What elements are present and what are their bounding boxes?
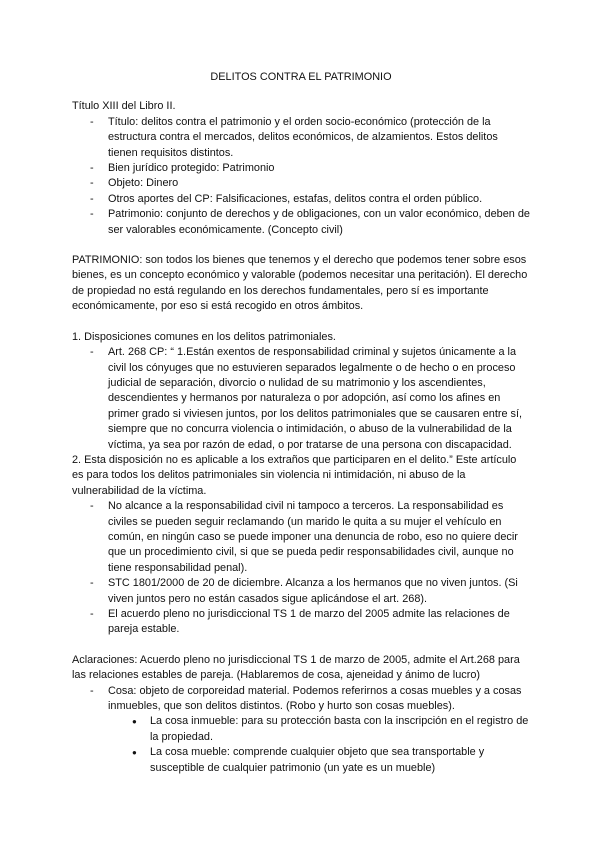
list-item: - El acuerdo pleno no jurisdiccional TS 1 de marzo del 2005 admite las relaciones de pareja estable. [90,607,530,638]
bullet-item: ● La cosa inmueble: para su protección basta con la inscripción en el registro de la propiedad. [132,714,530,745]
aclaraciones-paragraph: Aclaraciones: Acuerdo pleno no jurisdiccional TS 1 de marzo de 2005, admite el Art.268 para las relaciones estables de pareja. (Hablaremos de cosa, ajeneidad y ánimo de lucro) [72,653,520,682]
document-title: DELITOS CONTRA EL PATRIMONIO [210,71,392,83]
patrimonio-paragraph: PATRIMONIO: son todos los bienes que tenemos y el derecho que podemos tener sobre esos bienes, es un concepto económico y valorable (podemos necesitar una peritación). El derecho de propiedad no está regulando en los derechos fundamentales, pero sí es importante económicamente, por eso si está recogido en otros ámbitos. [72,254,528,313]
bullet-item: ● La cosa mueble: comprende cualquier objeto que sea transportable y susceptible de cualquier patrimonio (un yate es un mueble) [132,745,530,776]
list-item: - Título: delitos contra el patrimonio y el orden socio-económico (protección de la estructura contra el mercados, delitos económicos, de alzamientos. Estos delitos tienen requisitos distintos. [90,115,530,161]
list-item [90,684,530,776]
cosa-sublist [108,714,530,776]
section2-list [72,499,530,638]
list-item: - Bien jurídico protegido: Patrimonio [90,161,530,176]
section1-heading: 1. Disposiciones comunes en los delitos patrimoniales. [72,330,336,343]
section2-paragraph: 2. Esta disposición no es aplicable a los extraños que participaren en el delito.” Este artículo es para todos los delitos patrimoniales sin violencia ni intimidación, ni abuso de la vulnerabilidad de la víctima. [72,453,517,497]
list-item: - Objeto: Dinero [90,176,530,191]
list-item: - Otros aportes del CP: Falsificaciones, estafas, delitos contra el orden público. [90,192,530,207]
section1-list [72,345,530,453]
list-item: - STC 1801/2000 de 20 de diciembre. Alcanza a los hermanos que no viven juntos. (Si viven juntos pero no están casados sigue aplicándose el art. 268). [90,576,530,607]
list-item: - No alcance a la responsabilidad civil ni tampoco a terceros. La responsabilidad es civiles se pueden seguir reclamando (un marido le quita a su mujer el vehículo en común, en ningún caso se puede imponer una denuncia de robo, eso no quiere decir que un procedimiento civil, si que se pueda pedir responsabilidades civil, aunque no tiene responsabilidad penal). [90,499,530,576]
aclaraciones-list [72,684,530,776]
list-item: - Patrimonio: conjunto de derechos y de obligaciones, con un valor económico, deben de ser valorables económicamente. (Concepto civil) [90,207,530,238]
intro-list [72,115,530,238]
cosa-item-text: Cosa: objeto de corporeidad material. Podemos referirnos a cosas muebles y a cosas inmuebles, que son delitos distintos. (Robo y hurto son cosas muebles). [108,684,522,713]
list-item: - Art. 268 CP: “ 1.Están exentos de responsabilidad criminal y sujetos únicamente a la civil los cónyuges que no estuvieren separados legalmente o de hecho o en proceso judicial de separación, divorcio o nulidad de su matrimonio y los ascendientes, descendientes y hermanos por naturaleza o por adopción, así como los afines en primer grado si viviesen juntos, por los delitos patrimoniales que se causaren entre sí, siempre que no concurra violencia o intimidación, o abuso de la vulnerabilidad de la víctima, ya sea por razón de edad, o por tratarse de una persona con discapacidad. [90,345,530,453]
intro-line: Título XIII del Libro II. [72,100,176,113]
